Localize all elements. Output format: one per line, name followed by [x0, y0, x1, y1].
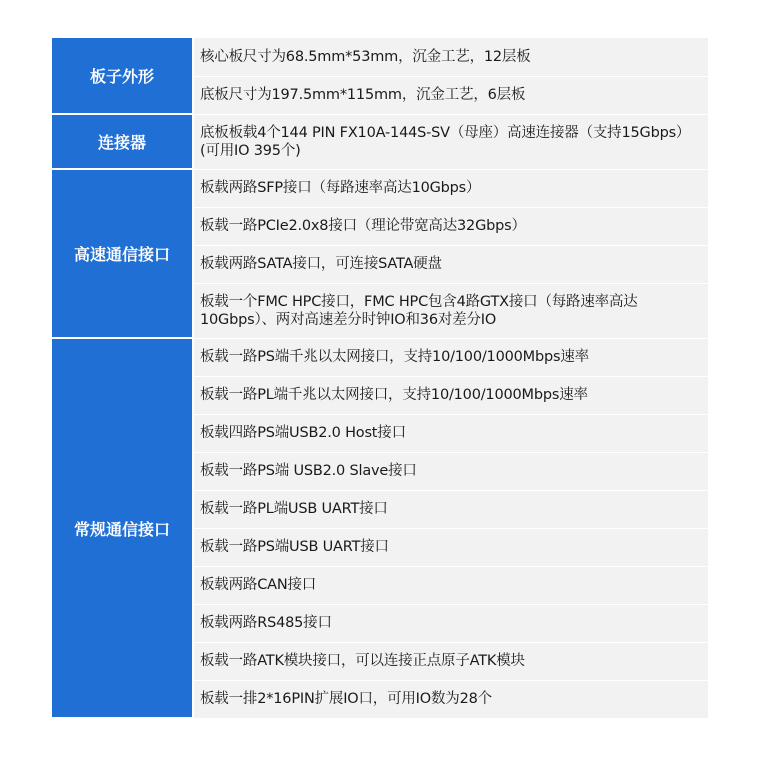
category-general-comm: 常规通信接口	[52, 338, 193, 718]
table-row	[52, 114, 708, 169]
category-board-shape: 板子外形	[52, 38, 193, 114]
spec-item: 板载四路PS端USB2.0 Host接口	[193, 414, 708, 452]
spec-item: 板载两路SATA接口，可连接SATA硬盘	[193, 245, 708, 283]
spec-item: 板载一路PL端千兆以太网接口，支持10/100/1000Mbps速率	[193, 376, 708, 414]
table-row	[52, 38, 708, 76]
spec-item: 板载一路PS端千兆以太网接口，支持10/100/1000Mbps速率	[193, 338, 708, 376]
table-row	[52, 338, 708, 376]
spec-item: 板载两路SFP接口（每路速率高达10Gbps）	[193, 169, 708, 207]
spec-item: 板载两路CAN接口	[193, 566, 708, 604]
spec-item: 板载一路PCIe2.0x8接口（理论带宽高达32Gbps）	[193, 207, 708, 245]
spec-item: 底板尺寸为197.5mm*115mm，沉金工艺，6层板	[193, 76, 708, 114]
spec-item: 板载一排2*16PIN扩展IO口，可用IO数为28个	[193, 680, 708, 718]
spec-item: 核心板尺寸为68.5mm*53mm，沉金工艺，12层板	[193, 38, 708, 76]
spec-item: 板载两路RS485接口	[193, 604, 708, 642]
spec-item: 板载一路PL端USB UART接口	[193, 490, 708, 528]
spec-item: 底板板载4个144 PIN FX10A-144S-SV（母座）高速连接器（支持15Gbps）(可用IO 395个)	[193, 114, 708, 169]
category-high-speed-comm: 高速通信接口	[52, 169, 193, 338]
spec-item: 板载一路ATK模块接口，可以连接正点原子ATK模块	[193, 642, 708, 680]
category-connector: 连接器	[52, 114, 193, 169]
table-row	[52, 169, 708, 207]
spec-item: 板载一路PS端USB UART接口	[193, 528, 708, 566]
spec-item: 板载一个FMC HPC接口，FMC HPC包含4路GTX接口（每路速率高达10Gbps）、两对高速差分时钟IO和36对差分IO	[193, 283, 708, 338]
spec-table	[52, 38, 708, 719]
spec-item: 板载一路PS端 USB2.0 Slave接口	[193, 452, 708, 490]
